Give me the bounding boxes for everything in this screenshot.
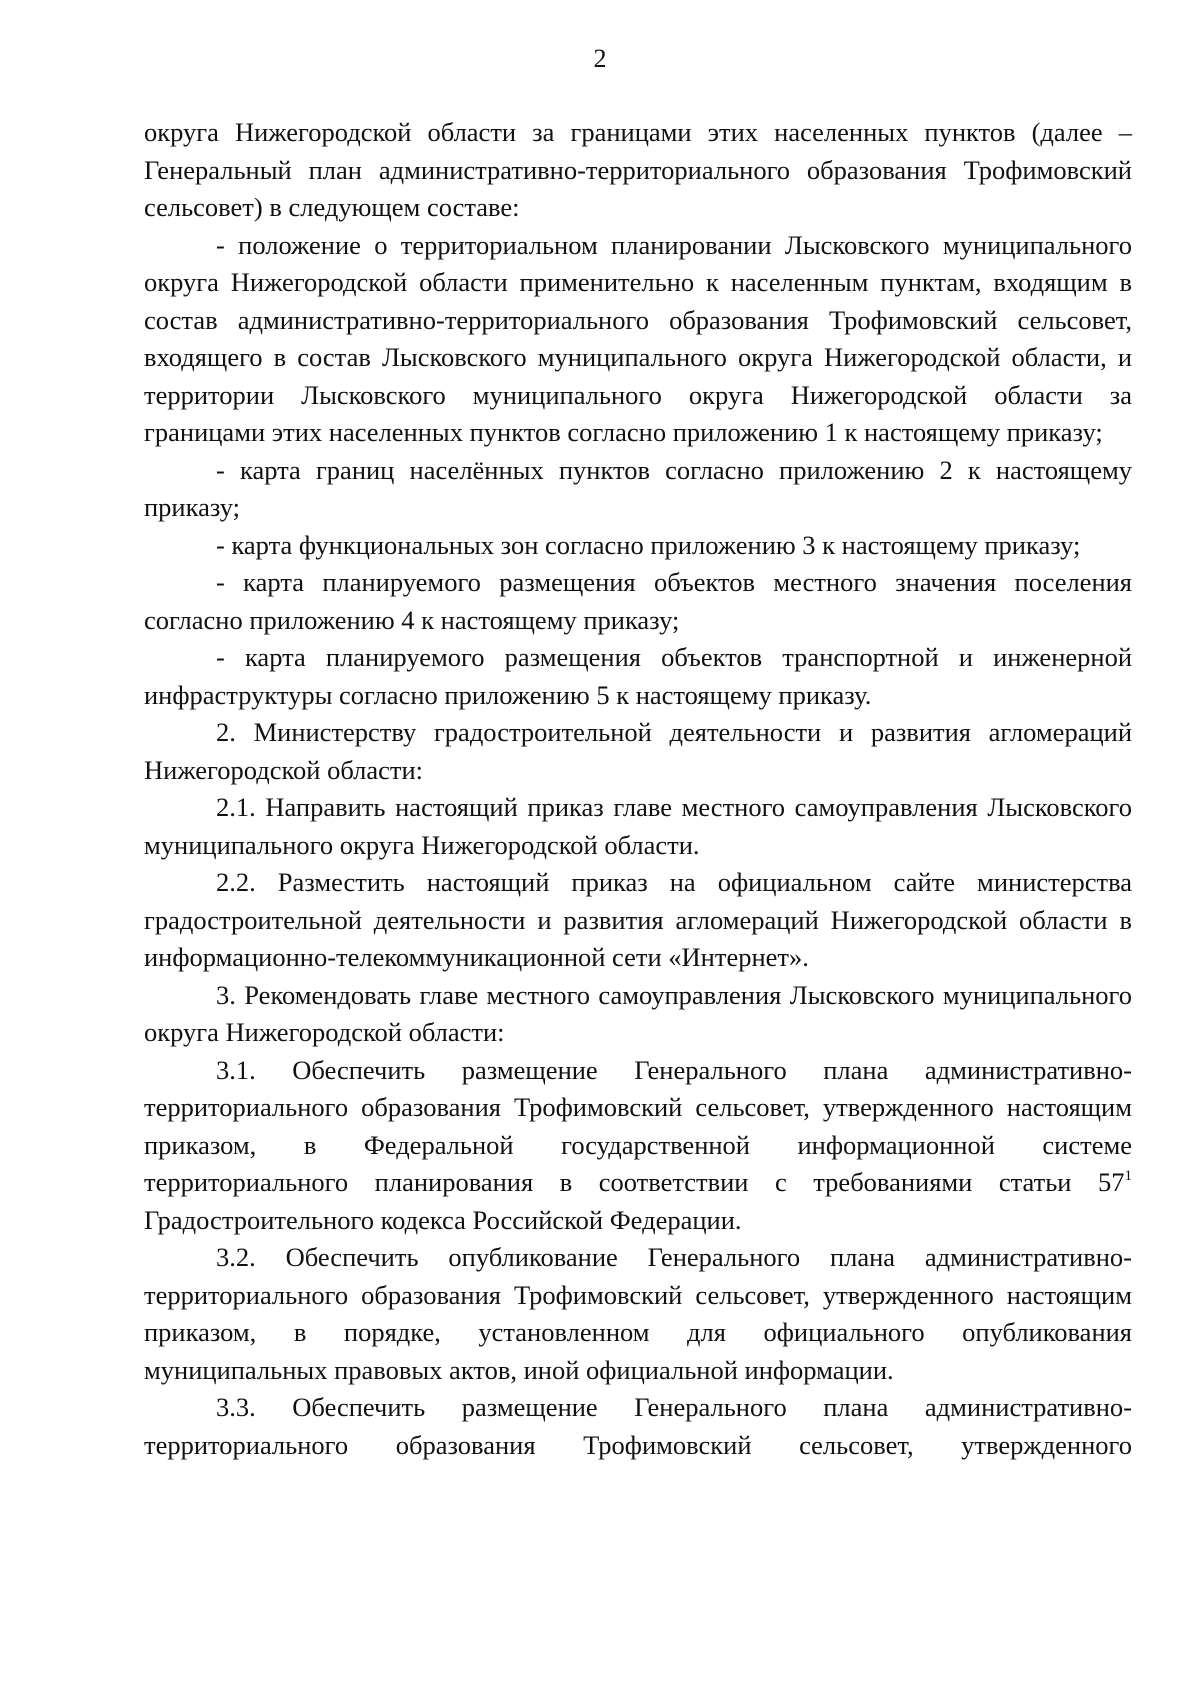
list-item-settlement-boundaries-map: - карта границ населённых пунктов согласно приложению 2 к настоящему приказу; — [144, 454, 1132, 522]
page-number: 2 — [593, 44, 607, 73]
list-item-local-objects-map: - карта планируемого размещения объектов местного значения поселения согласно приложению 4 к настоящему приказу; — [144, 567, 1132, 635]
clause-3-2: 3.2. Обеспечить опубликование Генерального плана административно-территориального образования Трофимовский сельсовет, утвержденного настоящим приказом, в порядке, установленном для официального опубликования муниципальных правовых актов, иной официальной информации. — [144, 1242, 1132, 1385]
list-item-infrastructure-map: - карта планируемого размещения объектов транспортной и инженерной инфраструктуры согласно приложению 5 к настоящему приказу. — [144, 642, 1132, 710]
clause-3-1-text: 3.1. Обеспечить размещение Генерального плана административно-территориального образования Трофимовский сельсовет, утвержденного настоящим приказом, в Федеральной государственной информационной системе территориального планирования в соответствии с требованиями статьи 57 — [144, 1054, 1132, 1197]
clause-3-1-text-end: Градостроительного кодекса Российской Федерации. — [144, 1204, 742, 1235]
clause-2: 2. Министерству градостроительной деятельности и развития агломераций Нижегородской области: — [144, 717, 1132, 785]
clause-2-2: 2.2. Разместить настоящий приказ на официальном сайте министерства градостроительной деятельности и развития агломераций Нижегородской области в информационно-телекоммуникационной сети «Интернет». — [144, 867, 1132, 972]
article-superscript: 1 — [1124, 1168, 1132, 1184]
paragraph-continuation: округа Нижегородской области за границами этих населенных пунктов (далее – Генеральный план административно-территориального образования Трофимовский сельсовет) в следующем составе: — [144, 117, 1132, 222]
document-body — [144, 114, 1132, 1464]
list-item-functional-zones-map: - карта функциональных зон согласно приложению 3 к настоящему приказу; — [216, 529, 1081, 560]
clause-2-1: 2.1. Направить настоящий приказ главе местного самоуправления Лысковского муниципального округа Нижегородской области. — [144, 792, 1132, 860]
clause-3: 3. Рекомендовать главе местного самоуправления Лысковского муниципального округа Нижегородской области: — [144, 979, 1132, 1047]
list-item-territorial-planning: - положение о территориальном планировании Лысковского муниципального округа Нижегородской области применительно к населенным пунктам, входящим в состав административно-территориального образования Трофимовский сельсовет, входящего в состав Лысковского муниципального округа Нижегородской области, и территории Лысковского муниципального округа Нижегородской области за границами этих населенных пунктов согласно приложению 1 к настоящему приказу; — [144, 229, 1132, 447]
clause-3-3: 3.3. Обеспечить размещение Генерального плана административно-территориального образования Трофимовский сельсовет, утвержденного — [144, 1392, 1132, 1460]
clause-3-1 — [144, 1052, 1132, 1240]
